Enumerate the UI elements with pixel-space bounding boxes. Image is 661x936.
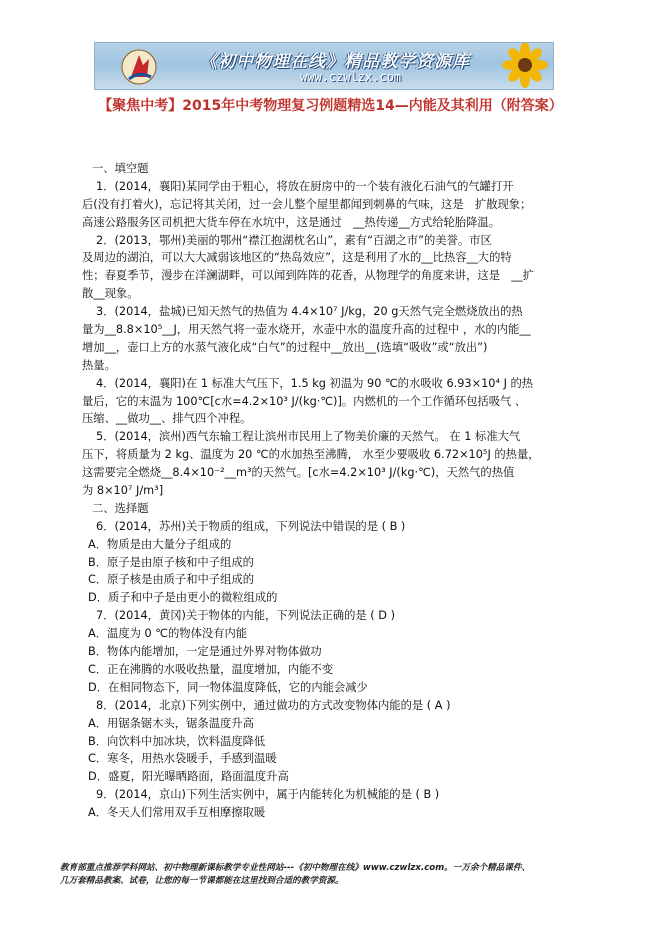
text-line: A．用锯条锯木头，锯条温度升高 xyxy=(88,716,254,730)
text-line: 增加__，壶口上方的水蒸气液化成“白气”的过程中__放出__(选填“吸收”或“放出”) xyxy=(82,340,488,354)
text-line: 9．(2014，京山)下列生活实例中，属于内能转化为机械能的是 ( B ) xyxy=(96,788,440,802)
text-line: 这需要完全燃烧__8.4×10⁻²__m³的天然气。[c水=4.2×10³ J/(kg·℃)，天然气的热值 xyxy=(82,466,515,480)
text-line: D．盛夏，阳光曝晒路面，路面温度升高 xyxy=(88,770,289,784)
footer-line: 几万套精品教案、试卷，让您的每一节课都能在这里找到合适的教学资源。 xyxy=(60,876,344,886)
text-line: A．冬天人们常用双手互相摩擦取暖 xyxy=(88,806,266,820)
text-line: 6．(2014，苏州)关于物质的组成，下列说法中错误的是 ( B ) xyxy=(96,519,406,533)
document-title: 【聚焦中考】2015年中考物理复习例题精选14—内能及其利用（附答案） xyxy=(98,98,563,114)
text-line: A．温度为 0 ℃的物体没有内能 xyxy=(88,627,248,641)
text-line: C．正在沸腾的水吸收热量，温度增加，内能不变 xyxy=(88,662,334,676)
site-logo-icon xyxy=(119,47,159,87)
text-line: A．物质是由大量分子组成的 xyxy=(88,537,232,551)
text-line: 量后，它的末温为 100℃[c水=4.2×10³ J/(kg·℃)]。内燃机的一个工作循环包括吸气 、 xyxy=(82,394,527,408)
footer-line: 教育部重点推荐学科网站、初中物理新课标教学专业性网站---《初中物理在线》www.czwlzx.com。一万余个精品课件、 xyxy=(60,863,531,873)
text-line: 8．(2014，北京)下列实例中，通过做功的方式改变物体内能的是 ( A ) xyxy=(96,698,451,712)
text-line: B．原子是由原子核和中子组成的 xyxy=(88,555,254,569)
text-line: 热量。 xyxy=(82,358,116,372)
text-line: C．寒冬，用热水袋暖手，手感到温暖 xyxy=(88,752,277,766)
text-line: D．质子和中子是由更小的微粒组成的 xyxy=(88,591,278,605)
text-line: 及周边的湖泊，可以大大减弱该地区的“热岛效应”，这是利用了水的__比热容__大的特 xyxy=(82,251,512,265)
header-banner xyxy=(94,42,554,90)
text-line: 量为__8.8×10⁵__J，用天然气将一壶水烧开，水壶中水的温度升高的过程中 ，水的内能__ xyxy=(82,323,531,337)
banner-url[interactable]: www.czwlzx.com xyxy=(300,70,402,84)
text-line: 散__现象。 xyxy=(82,287,139,301)
text-line: 性；春夏季节，漫步在洋澜湖畔，可以闻到阵阵的花香，从物理学的角度来讲，这是 __扩 xyxy=(82,269,534,283)
page-footer xyxy=(60,862,620,888)
text-line: 后(没有打着火)，忘记将其关闭，过一会儿整个屋里都闻到刺鼻的气味，这是 扩散现象； xyxy=(82,197,532,211)
text-line: 1．(2014，襄阳)某同学由于粗心，将放在厨房中的一个装有液化石油气的气罐打开 xyxy=(96,179,514,193)
text-line: B．物体内能增加，一定是通过外界对物体做功 xyxy=(88,645,322,659)
text-line: 7．(2014，黄冈)关于物体的内能，下列说法正确的是 ( D ) xyxy=(96,609,395,623)
sunflower-icon xyxy=(487,43,551,89)
text-line: 一、填空题 xyxy=(92,162,149,175)
banner-title: 《初中物理在线》精品教学资源库 xyxy=(200,52,470,72)
text-line: 压缩、__做功__、排气四个冲程。 xyxy=(82,412,252,426)
text-line: D．在相同物态下，同一物体温度降低，它的内能会减少 xyxy=(88,680,368,694)
text-line: 压下，将质量为 2 kg、温度为 20 ℃的水加热至沸腾， 水至少要吸收 6.72×10⁵J 的热量， xyxy=(82,448,540,462)
text-line: 4．(2014，襄阳)在 1 标准大气压下，1.5 kg 初温为 90 ℃的水吸收 6.93×10⁴ J 的热 xyxy=(96,376,534,390)
text-line: 5．(2014，滨州)西气东输工程让滨州市民用上了物美价廉的天然气。 在 1 标准大气 xyxy=(96,430,521,444)
text-line: B．向饮料中加冰块，饮料温度降低 xyxy=(88,734,266,748)
text-line: C．原子核是由质子和中子组成的 xyxy=(88,573,255,587)
text-line: 为 8×10⁷ J/m³] xyxy=(82,484,164,498)
text-line: 3．(2014，盐城)已知天然气的热值为 4.4×10⁷ J/kg，20 g天然气完全燃烧放出的热 xyxy=(96,305,523,319)
text-line: 二、选择题 xyxy=(92,501,149,515)
text-line: 高速公路服务区司机把大货车停在水坑中，这是通过 __热传递__方式给轮胎降温。 xyxy=(82,215,500,229)
document-body xyxy=(82,160,582,822)
text-line: 2．(2013，鄂州)美丽的鄂州“襟江抱湖枕名山”，素有“百湖之市”的美誉。市区 xyxy=(96,233,492,247)
